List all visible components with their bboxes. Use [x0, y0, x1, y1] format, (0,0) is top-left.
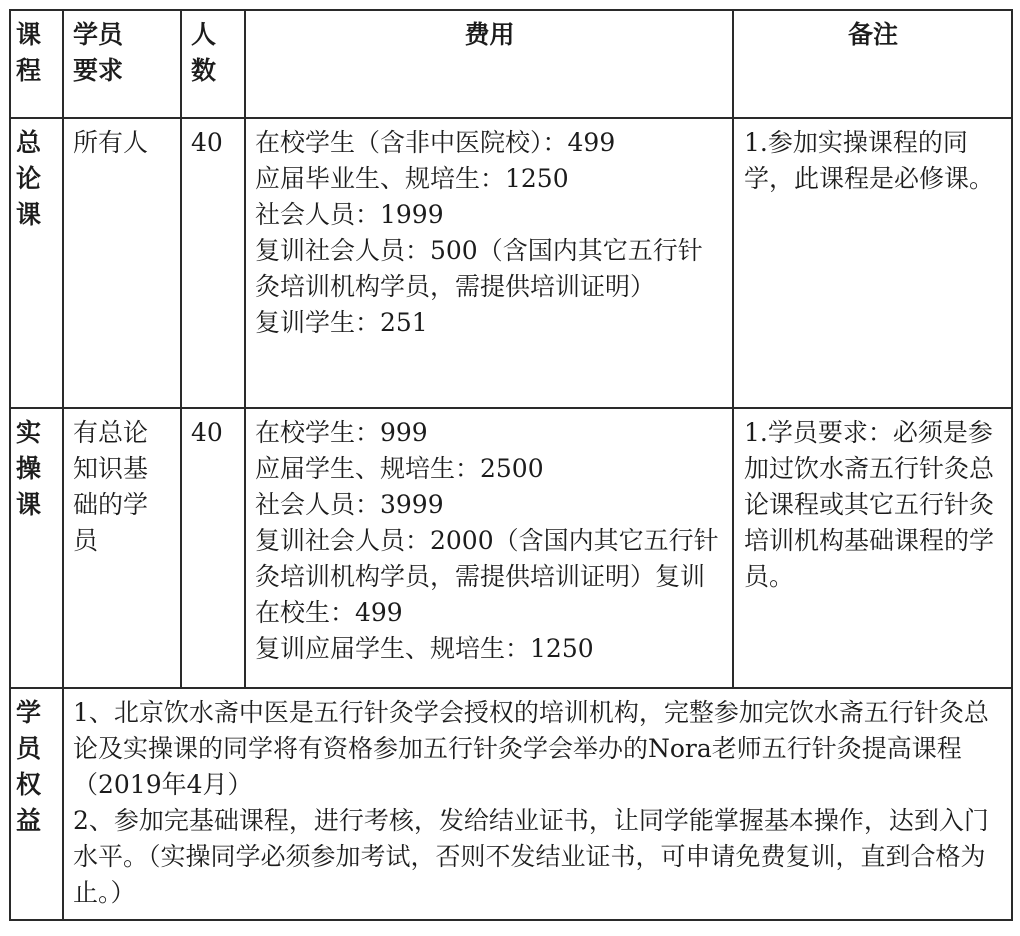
fee-line: 社会人员：3999: [255, 490, 444, 519]
fee-line: 复训应届学生、规培生：1250: [255, 634, 594, 663]
course-name: 实操课: [10, 408, 63, 688]
fee-line: 社会人员：1999: [255, 200, 444, 229]
header-count: 人数: [181, 10, 245, 118]
requirement-cell: 有总论知识基础的学员: [63, 408, 181, 688]
header-course: 课程: [10, 10, 63, 118]
rights-row: [10, 688, 1012, 920]
course-name: 总论课: [10, 118, 63, 408]
table-row: [10, 408, 1012, 688]
remark-cell: 1.学员要求：必须是参加过饮水斋五行针灸总论课程或其它五行针灸培训机构基础课程的学员。: [733, 408, 1012, 688]
fee-line: 在校学生：999: [255, 418, 428, 447]
fee-line: 复训社会人员：2000（含国内其它五行针灸培训机构学员，需提供培训证明）复训在校生：499: [255, 526, 719, 627]
table-row: [10, 118, 1012, 408]
rights-item: 1、北京饮水斋中医是五行针灸学会授权的培训机构，完整参加完饮水斋五行针灸总论及实操课的同学将有资格参加五行针灸学会举办的Nora老师五行针灸提高课程（2019年4月）: [73, 698, 989, 799]
fee-cell: [245, 408, 733, 688]
fee-line: 应届毕业生、规培生：1250: [255, 164, 569, 193]
count-cell: 40: [181, 118, 245, 408]
rights-item: 2、参加完基础课程，进行考核，发给结业证书，让同学能掌握基本操作，达到入门水平。（实操同学必须参加考试，否则不发结业证书，可申请免费复训，直到合格为止。）: [73, 806, 989, 907]
fee-cell: [245, 118, 733, 408]
fee-table: [9, 9, 1013, 921]
fee-line: 应届学生、规培生：2500: [255, 454, 544, 483]
header-fee: 费用: [245, 10, 733, 118]
rights-content: [63, 688, 1012, 920]
fee-line: 复训社会人员：500（含国内其它五行针灸培训机构学员，需提供培训证明）: [255, 236, 703, 301]
header-row: [10, 10, 1012, 118]
requirement-cell: 所有人: [63, 118, 181, 408]
fee-line: 在校学生（含非中医院校）：499: [255, 128, 616, 157]
count-cell: 40: [181, 408, 245, 688]
header-remark: 备注: [733, 10, 1012, 118]
header-requirement: 学员要求: [63, 10, 181, 118]
fee-line: 复训学生：251: [255, 308, 428, 337]
remark-cell: 1.参加实操课程的同学，此课程是必修课。: [733, 118, 1012, 408]
rights-label: 学员权益: [10, 688, 63, 920]
